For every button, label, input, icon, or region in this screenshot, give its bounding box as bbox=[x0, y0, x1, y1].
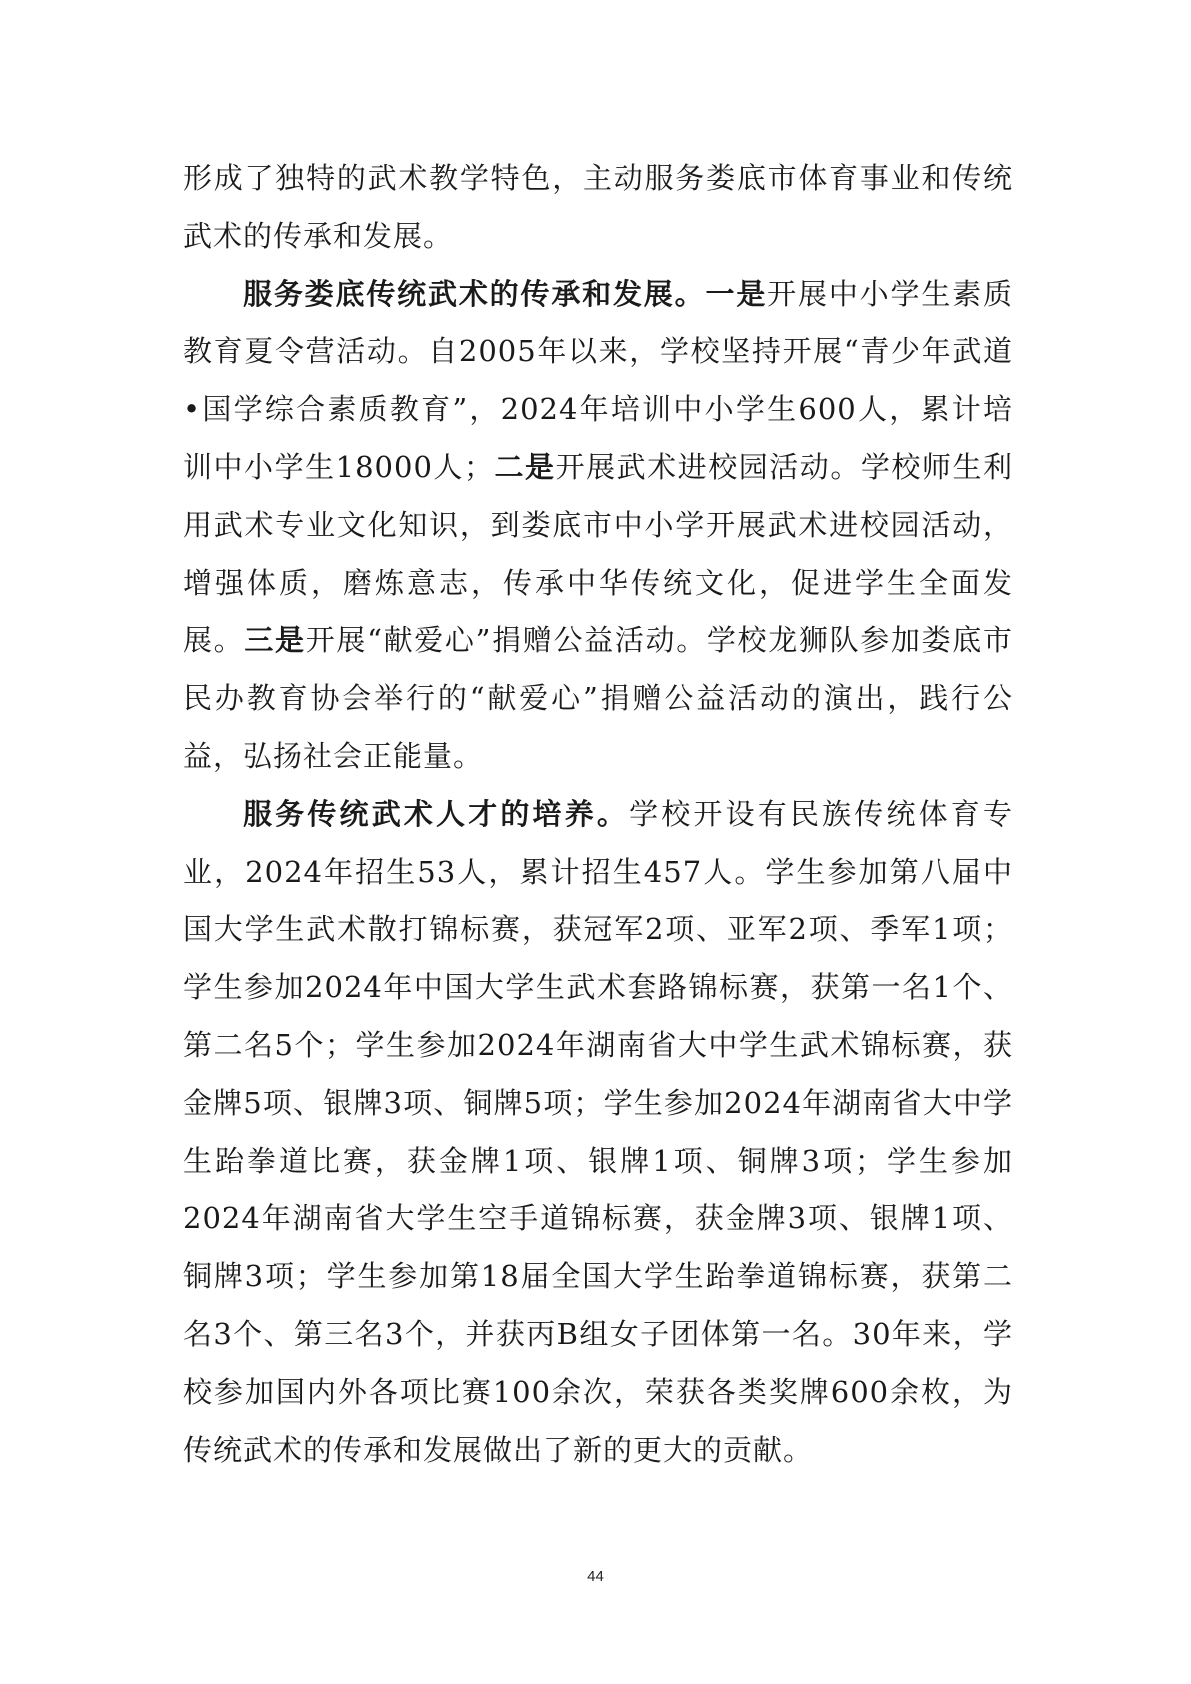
item-marker-third: 三是 bbox=[244, 623, 306, 658]
text-run: 开展武术进校园活动。学校师生利用武术专业文化知识，到娄底市中小学开展武术进校园活动，增强体质，磨炼意志，传承中华传统文化，促进学生全面发展。 bbox=[183, 449, 1013, 658]
text-run: 学校开设有民族传统体育专业，2024年招生53人，累计招生457人。学生参加第八届中国大学生武术散打锦标赛，获冠军2项、亚军2项、季军1项；学生参加2024年中国大学生武术套路锦标赛，获第一名1个、第二名5个；学生参加2024年湖南省大中学生武术锦标赛，获金牌5项、银牌3项、铜牌5项；学生参加2024年湖南省大中学生跆拳道比赛，获金牌1项、银牌1项、铜牌3项；学生参加2024年湖南省大学生空手道锦标赛，获金牌3项、银牌1项、铜牌3项；学生参加第18届全国大学生跆拳道锦标赛，获第二名3个、第三名3个，并获丙B组女子团体第一名。30年来，学校参加国内外各项比赛100余次，荣获各类奖牌600余枚，为传统武术的传承和发展做出了新的更大的贡献。 bbox=[183, 796, 1013, 1467]
text-run: 开展“献爱心”捐赠公益活动。学校龙狮队参加娄底市民办教育协会举行的“献爱心”捐赠公益活动的演出，践行公益，弘扬社会正能量。 bbox=[183, 623, 1013, 773]
item-marker-first: 一是 bbox=[705, 276, 768, 311]
paragraph-wushu-heritage bbox=[183, 266, 1013, 786]
section-heading: 服务传统武术人才的培养。 bbox=[243, 796, 630, 831]
paragraph-continuation bbox=[183, 150, 1013, 266]
page-number: 44 bbox=[587, 1568, 604, 1585]
item-marker-second: 二是 bbox=[493, 449, 556, 484]
paragraph-talent-training bbox=[183, 786, 1013, 1480]
text-run: 形成了独特的武术教学特色，主动服务娄底市体育事业和传统武术的传承和发展。 bbox=[183, 161, 1013, 253]
section-heading: 服务娄底传统武术的传承和发展。 bbox=[243, 276, 706, 311]
text-run: 开展中小学生素质教育夏令营活动。自2005年以来，学校坚持开展“青少年武道•国学综合素质教育”，2024年培训中小学生600人，累计培训中小学生18000人； bbox=[183, 276, 1013, 484]
body-text bbox=[183, 150, 1013, 1479]
